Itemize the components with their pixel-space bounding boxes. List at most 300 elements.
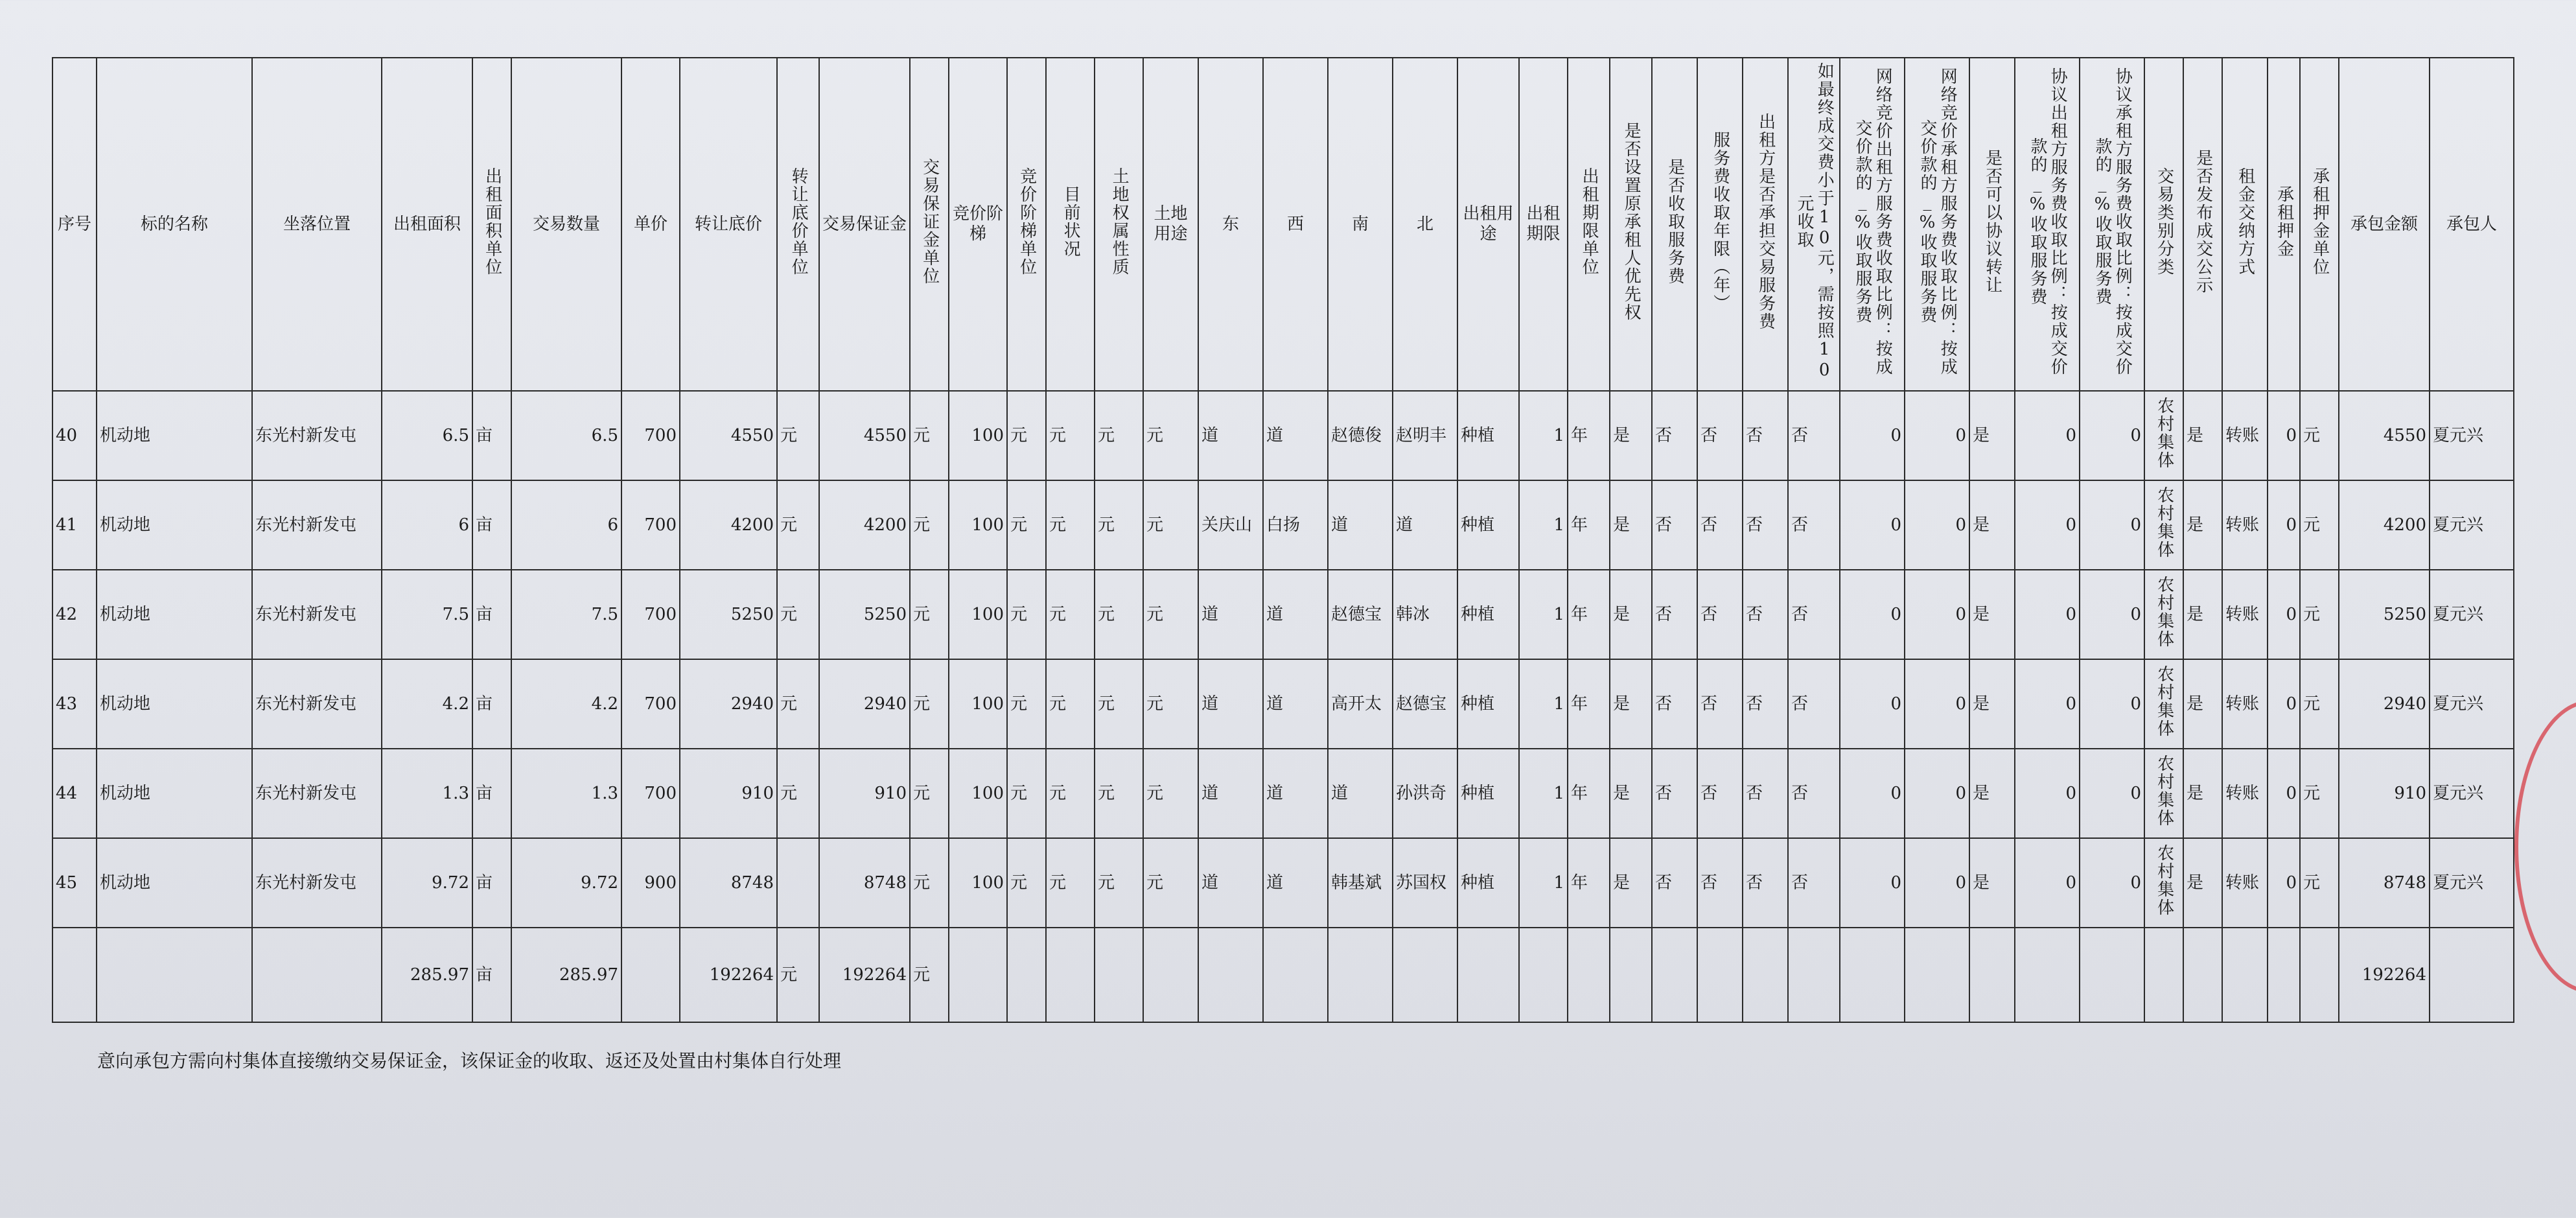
table-cell: 道 [1263,391,1328,480]
table-cell: 9.72 [511,838,621,928]
table-cell: 是 [1969,659,2015,749]
column-header-label: 是否收取服务费 [1665,158,1685,285]
table-cell: 0 [1905,659,1969,749]
table-cell: 元 [1143,838,1198,928]
column-header [777,58,819,391]
table-cell [1697,928,1743,1022]
table-cell: 是 [2183,659,2222,749]
column-header-label: 东 [1222,214,1239,234]
column-header-label: 交易保证金单位 [920,158,940,285]
table-cell [2268,928,2300,1022]
table-cell [1519,928,1568,1022]
table-cell: 1 [1519,570,1568,659]
table-cell [2015,928,2080,1022]
table-cell: 孙洪奇 [1393,749,1457,838]
table-cell: 转账 [2222,659,2268,749]
column-header [1519,58,1568,391]
table-cell [2222,928,2268,1022]
table-cell: 元 [1046,838,1095,928]
table-cell: 0 [2015,480,2080,570]
table-cell: 6.5 [382,391,472,480]
table-cell: 白扬 [1263,480,1328,570]
column-header-label: 交易数量 [532,214,600,234]
table-cell: 是 [1969,570,2015,659]
column-header-label: 目前状况 [1061,185,1081,258]
table-cell [1743,928,1788,1022]
table-cell [1840,928,1905,1022]
table-cell [1568,928,1610,1022]
column-header [819,58,910,391]
column-header-label: 网络竞价承租方服务费收取比例：按成交价款的_%收取服务费 [1918,67,1958,376]
column-header [252,58,382,391]
column-header-label: 交易类别分类 [2154,167,2174,276]
table-cell: 机动地 [97,480,252,570]
table-cell: 东光村新发屯 [252,391,382,480]
table-cell: 43 [52,659,97,749]
table-cell: 100 [949,570,1007,659]
table-cell: 道 [1263,838,1328,928]
table-cell: 700 [621,570,680,659]
table-cell: 41 [52,480,97,570]
table-cell: 种植 [1457,480,1519,570]
table-cell: 是 [1610,570,1652,659]
column-header-label: 标的名称 [140,214,208,234]
table-cell: 元 [1095,659,1143,749]
table-cell: 夏元兴 [2430,570,2514,659]
table-cell: 元 [910,480,949,570]
table-cell: 0 [2015,838,2080,928]
table-cell: 元 [910,928,949,1022]
table-cell: 是 [1610,480,1652,570]
table-cell: 700 [621,480,680,570]
table-cell: 0 [2268,480,2300,570]
table-cell: 元 [1143,659,1198,749]
table-cell: 否 [1652,838,1697,928]
column-header [1905,58,1969,391]
table-cell: 否 [1788,749,1840,838]
table-cell: 1 [1519,480,1568,570]
table-cell [1198,928,1263,1022]
table-cell: 是 [1969,391,2015,480]
table-cell: 亩 [472,391,511,480]
table-cell: 年 [1568,480,1610,570]
table-cell: 道 [1198,659,1263,749]
table-cell: 否 [1743,570,1788,659]
table-cell: 机动地 [97,391,252,480]
column-header [1697,58,1743,391]
column-header [1143,58,1198,391]
table-cell: 亩 [472,928,511,1022]
table-cell: 元 [910,749,949,838]
table-cell: 种植 [1457,659,1519,749]
table-cell: 东光村新发屯 [252,659,382,749]
column-header-label: 交易保证金 [822,214,907,234]
table-cell: 6.5 [511,391,621,480]
table-cell: 0 [2015,659,2080,749]
table-cell: 4550 [680,391,777,480]
column-header-label: 竞价阶梯 [952,204,1003,244]
table-cell: 40 [52,391,97,480]
column-header [511,58,621,391]
table-cell: 0 [1905,838,1969,928]
table-row [52,480,2514,570]
table-cell: 0 [2015,749,2080,838]
column-header [621,58,680,391]
table-cell: 元 [777,480,819,570]
table-cell: 元 [2300,659,2339,749]
table-cell: 0 [1905,480,1969,570]
table-cell: 0 [2080,838,2144,928]
table-cell: 亩 [472,480,511,570]
table-cell: 夏元兴 [2430,749,2514,838]
table-cell: 否 [1743,659,1788,749]
table-cell: 否 [1743,391,1788,480]
table-cell: 0 [1905,749,1969,838]
table-cell: 是 [1610,659,1652,749]
table-cell: 8748 [2339,838,2430,928]
table-cell: 8748 [680,838,777,928]
column-header [2268,58,2300,391]
table-cell: 0 [2080,480,2144,570]
table-cell: 元 [777,570,819,659]
table-cell: 否 [1788,659,1840,749]
table-cell: 是 [1969,749,2015,838]
column-header [52,58,97,391]
table-cell: 0 [2015,570,2080,659]
table-row [52,391,2514,480]
table-cell: 道 [1198,749,1263,838]
table-cell: 否 [1743,749,1788,838]
table-cell: 东光村新发屯 [252,838,382,928]
table-cell: 道 [1263,570,1328,659]
table-cell [2144,928,2183,1022]
column-header [1046,58,1095,391]
table-cell [1046,928,1095,1022]
table-cell: 0 [2080,659,2144,749]
table-cell: 是 [1969,838,2015,928]
table-cell: 元 [1095,391,1143,480]
table-cell: 种植 [1457,838,1519,928]
table-cell: 元 [2300,391,2339,480]
table-cell: 是 [1610,838,1652,928]
column-header [1007,58,1046,391]
column-header [1263,58,1328,391]
red-seal-stamp [2514,700,2576,993]
table-cell: 2940 [680,659,777,749]
table-cell: 道 [1198,838,1263,928]
table-cell: 否 [1697,391,1743,480]
column-header-label: 承包金额 [2350,214,2418,234]
column-header [2080,58,2144,391]
table-cell: 100 [949,749,1007,838]
table-cell: 5250 [819,570,910,659]
table-cell: 元 [777,391,819,480]
column-header-label: 转让底价 [694,214,762,234]
table-cell [1095,928,1143,1022]
column-header-label: 北 [1416,214,1433,234]
table-cell: 9.72 [382,838,472,928]
table-cell: 赵德宝 [1328,570,1393,659]
table-cell: 1.3 [382,749,472,838]
table-cell [1143,928,1198,1022]
table-cell: 元 [777,659,819,749]
table-cell [1610,928,1652,1022]
table-row [52,838,2514,928]
table-cell: 赵德宝 [1393,659,1457,749]
table-header-row [52,58,2514,391]
table-cell: 42 [52,570,97,659]
table-cell: 东光村新发屯 [252,749,382,838]
table-cell: 年 [1568,659,1610,749]
table-cell [52,928,97,1022]
table-cell-text: 农村集体 [2154,755,2174,828]
table-cell: 否 [1788,391,1840,480]
total-row [52,928,2514,1022]
table-cell: 0 [1840,659,1905,749]
table-cell: 韩冰 [1393,570,1457,659]
column-header-label: 竞价阶梯单位 [1017,167,1037,276]
table-cell-text: 农村集体 [2154,665,2174,738]
column-header-label: 坐落位置 [283,214,351,234]
table-cell: 种植 [1457,570,1519,659]
table-cell: 是 [2183,749,2222,838]
table-cell: 否 [1652,749,1697,838]
table-cell: 年 [1568,749,1610,838]
column-header-label: 出租方是否承担交易服务费 [1756,113,1776,331]
column-header-label: 单价 [633,214,667,234]
column-header [1198,58,1263,391]
table-cell: 900 [621,838,680,928]
table-cell: 元 [910,659,949,749]
table-cell [2430,928,2514,1022]
table-cell: 元 [1007,838,1046,928]
table-cell: 4200 [819,480,910,570]
table-cell: 100 [949,838,1007,928]
table-cell [1393,928,1457,1022]
table-cell [621,928,680,1022]
table-cell: 否 [1743,480,1788,570]
column-header-label: 序号 [57,214,91,234]
column-header [1568,58,1610,391]
table-cell: 285.97 [382,928,472,1022]
table-cell [949,928,1007,1022]
table-cell: 4550 [2339,391,2430,480]
table-cell: 4200 [2339,480,2430,570]
table-cell: 100 [949,391,1007,480]
table-cell [1457,928,1519,1022]
table-cell: 元 [1007,749,1046,838]
table-cell: 否 [1743,838,1788,928]
column-header [1743,58,1788,391]
table-cell: 0 [2080,570,2144,659]
table-cell: 0 [2080,391,2144,480]
table-cell: 年 [1568,570,1610,659]
table-cell: 元 [1143,570,1198,659]
column-header [1393,58,1457,391]
column-header [2015,58,2080,391]
column-header [1328,58,1393,391]
table-cell: 赵德俊 [1328,391,1393,480]
table-cell: 192264 [680,928,777,1022]
table-cell: 否 [1697,570,1743,659]
table-cell: 种植 [1457,391,1519,480]
table-cell: 元 [777,928,819,1022]
table-cell: 元 [1007,570,1046,659]
table-cell: 道 [1263,749,1328,838]
table-cell: 道 [1198,391,1263,480]
table-cell: 元 [910,391,949,480]
table-cell: 4.2 [511,659,621,749]
table-cell: 道 [1328,480,1393,570]
table-cell: 192264 [819,928,910,1022]
table-cell [2144,838,2183,928]
table-cell: 种植 [1457,749,1519,838]
table-cell: 100 [949,659,1007,749]
column-header-label: 承租押金 [2274,185,2294,258]
table-cell: 夏元兴 [2430,659,2514,749]
table-cell: 44 [52,749,97,838]
table-cell: 否 [1652,391,1697,480]
column-header [910,58,949,391]
column-header-label: 出租面积 [393,214,461,234]
table-cell: 7.5 [511,570,621,659]
table-cell: 6 [382,480,472,570]
table-row [52,659,2514,749]
table-cell: 700 [621,391,680,480]
column-header-label: 出租期限 [1526,204,1561,244]
column-header [1652,58,1697,391]
table-cell: 否 [1697,659,1743,749]
table-cell: 元 [1095,480,1143,570]
table-cell: 910 [2339,749,2430,838]
table-cell [1652,928,1697,1022]
column-header-label: 南 [1351,214,1369,234]
table-cell [1905,928,1969,1022]
table-cell: 元 [1046,570,1095,659]
table-cell: 4200 [680,480,777,570]
column-header [472,58,511,391]
table-cell: 285.97 [511,928,621,1022]
table-cell [1969,928,2015,1022]
column-header-label: 转让底价单位 [789,167,809,276]
table-cell: 道 [1328,749,1393,838]
column-header [949,58,1007,391]
table-cell: 否 [1652,659,1697,749]
table-cell: 0 [1840,570,1905,659]
table-cell: 1 [1519,391,1568,480]
table-cell: 元 [1007,659,1046,749]
table-cell: 机动地 [97,838,252,928]
table-cell: 否 [1652,480,1697,570]
column-header-label: 协议承租方服务费收取比例：按成交价款的_%收取服务费 [2093,67,2133,376]
column-header [2339,58,2430,391]
table-cell [2144,570,2183,659]
table-cell: 高开太 [1328,659,1393,749]
table-cell: 元 [1095,838,1143,928]
table-cell: 元 [1143,749,1198,838]
table-cell-text: 农村集体 [2154,844,2174,917]
table-cell: 192264 [2339,928,2430,1022]
table-cell [1788,928,1840,1022]
table-cell: 910 [819,749,910,838]
table-cell: 2940 [2339,659,2430,749]
table-cell: 700 [621,749,680,838]
table-cell: 4550 [819,391,910,480]
table-cell: 2940 [819,659,910,749]
table-cell: 转账 [2222,838,2268,928]
column-header-label: 是否可以协议转让 [1982,149,2002,294]
table-cell: 7.5 [382,570,472,659]
table-cell: 是 [2183,391,2222,480]
table-cell [2144,659,2183,749]
table-cell: 夏元兴 [2430,838,2514,928]
table-cell: 转账 [2222,570,2268,659]
table-cell [252,928,382,1022]
table-cell: 元 [1143,391,1198,480]
table-cell: 6 [511,480,621,570]
table-cell: 5250 [2339,570,2430,659]
table-cell: 是 [1610,391,1652,480]
table-cell: 是 [1610,749,1652,838]
column-header [1457,58,1519,391]
table-cell: 5250 [680,570,777,659]
table-cell: 元 [1095,749,1143,838]
table-cell: 0 [1905,570,1969,659]
table-cell [1007,928,1046,1022]
table-cell: 元 [2300,749,2339,838]
column-header-label: 土地权属性质 [1109,167,1130,276]
table-cell: 否 [1788,570,1840,659]
table-cell: 亩 [472,749,511,838]
column-header [1788,58,1840,391]
table-cell: 元 [1046,391,1095,480]
column-header-label: 租金交纳方式 [2235,167,2255,276]
column-header-label: 出租用途 [1463,204,1514,244]
table-cell [777,838,819,928]
table-cell: 0 [1840,391,1905,480]
column-header [382,58,472,391]
table-cell-text: 农村集体 [2154,576,2174,649]
table-cell: 道 [1263,659,1328,749]
column-header-label: 网络竞价出租方服务费收取比例：按成交价款的_%收取服务费 [1853,67,1893,376]
table-cell: 0 [2268,570,2300,659]
table-cell: 亩 [472,659,511,749]
table-cell: 0 [2268,391,2300,480]
table-cell: 韩基斌 [1328,838,1393,928]
table-cell: 0 [1840,749,1905,838]
table-cell: 东光村新发屯 [252,480,382,570]
table-cell-text: 农村集体 [2154,486,2174,559]
footnote: 意向承包方需向村集体直接缴纳交易保证金，该保证金的收取、返还及处置由村集体自行处理 [97,1050,842,1072]
table-cell: 45 [52,838,97,928]
table-cell: 元 [1007,480,1046,570]
column-header-label: 服务费收取年限（年） [1710,131,1730,312]
table-cell: 否 [1697,749,1743,838]
table-cell: 元 [910,570,949,659]
column-header [1610,58,1652,391]
table-cell: 8748 [819,838,910,928]
table-cell: 元 [777,749,819,838]
table-cell: 0 [2268,749,2300,838]
table-cell: 910 [680,749,777,838]
table-cell: 0 [2015,391,2080,480]
column-header [2183,58,2222,391]
table-cell: 否 [1788,838,1840,928]
table-cell: 否 [1697,838,1743,928]
table-cell: 1 [1519,749,1568,838]
column-header-label: 是否发布成交公示 [2193,149,2213,294]
table-cell [2144,749,2183,838]
